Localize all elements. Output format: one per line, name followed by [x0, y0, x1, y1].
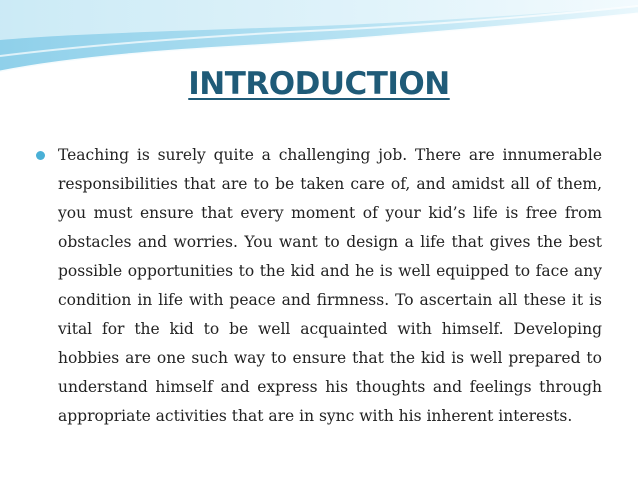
bullet-icon — [36, 151, 45, 160]
slide-title-text: INTRODUCTION — [188, 66, 450, 102]
bullet-item — [36, 141, 602, 431]
slide-title — [0, 62, 638, 106]
bullet-text: Teaching is surely quite a challenging job. There are innumerable responsibilities that are to be taken care of, and amidst all of them, you must ensure that every moment of your kid’s life is free from obstacles and worries. You want to design a life that gives the best possible opportunities to the kid and he is well equipped to face any condition in life with peace and firmness. To ascertain all these it is vital for the kid to be well acquainted with himself. Developing hobbies are one such way to ensure that the kid is well prepared to understand himself and express his thoughts and feelings through appropriate activities that are in sync with his inherent interests. — [58, 146, 602, 425]
